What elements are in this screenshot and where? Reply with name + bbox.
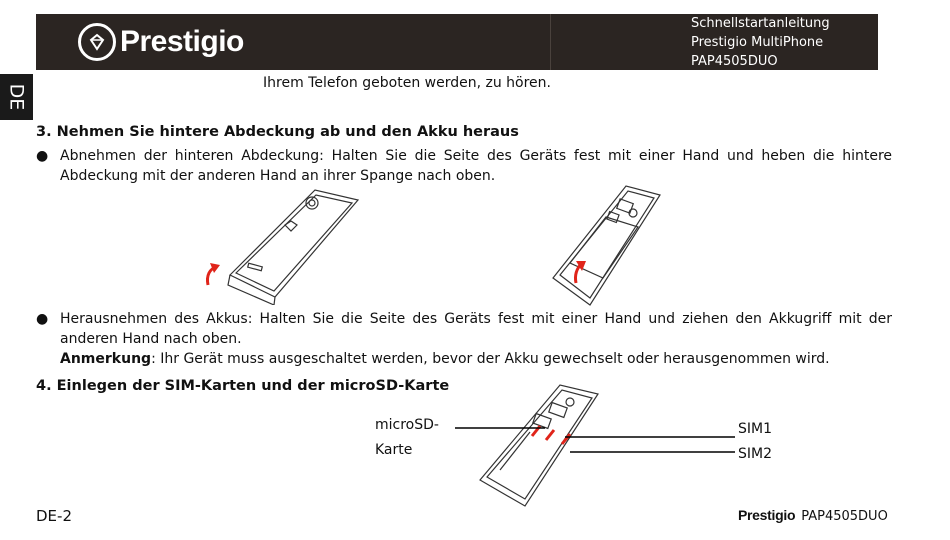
- header-product: Prestigio MultiPhone: [691, 35, 824, 50]
- note-text: : Ihr Gerät muss ausgeschaltet werden, bevor der Akku gewechselt oder herausgenommen wird.: [151, 351, 830, 367]
- bullet1-text: Abnehmen der hinteren Abdeckung: Halten Sie die Seite des Geräts fest mit einer Hand und heben die hintere Abdeckung mit der anderen Hand an ihrer Spange nach oben.: [60, 148, 892, 184]
- language-tab-label: DE: [5, 83, 28, 111]
- section3-heading: 3. Nehmen Sie hintere Abdeckung ab und den Akku heraus: [36, 124, 519, 140]
- label-sim2: SIM2: [738, 446, 773, 462]
- header-doc-title: Schnellstartanleitung: [691, 16, 830, 31]
- footer-brand: [738, 507, 888, 524]
- bullet2-text: Herausnehmen des Akkus: Halten Sie die Seite des Geräts fest mit einer Hand und ziehen den Akkugriff mit der anderen Hand nach oben.: [60, 311, 892, 347]
- label-sim1: SIM1: [738, 421, 773, 437]
- label-microsd-line1: microSD-: [375, 417, 439, 433]
- logo-text: Prestigio: [120, 25, 244, 58]
- page-number: DE-2: [36, 507, 72, 525]
- footer-logo: Prestigio: [738, 507, 796, 523]
- footer-model: PAP4505DUO: [801, 509, 888, 524]
- continuation-text: Ihrem Telefon geboten werden, zu hören.: [263, 75, 551, 91]
- bullet-icon: ●: [36, 148, 49, 164]
- note-label: Anmerkung: [60, 351, 152, 367]
- bullet-icon: ●: [36, 311, 49, 327]
- header-model: PAP4505DUO: [691, 54, 778, 69]
- section4-heading: 4. Einlegen der SIM-Karten und der microSD-Karte: [36, 378, 450, 394]
- label-microsd-line2: Karte: [375, 442, 413, 458]
